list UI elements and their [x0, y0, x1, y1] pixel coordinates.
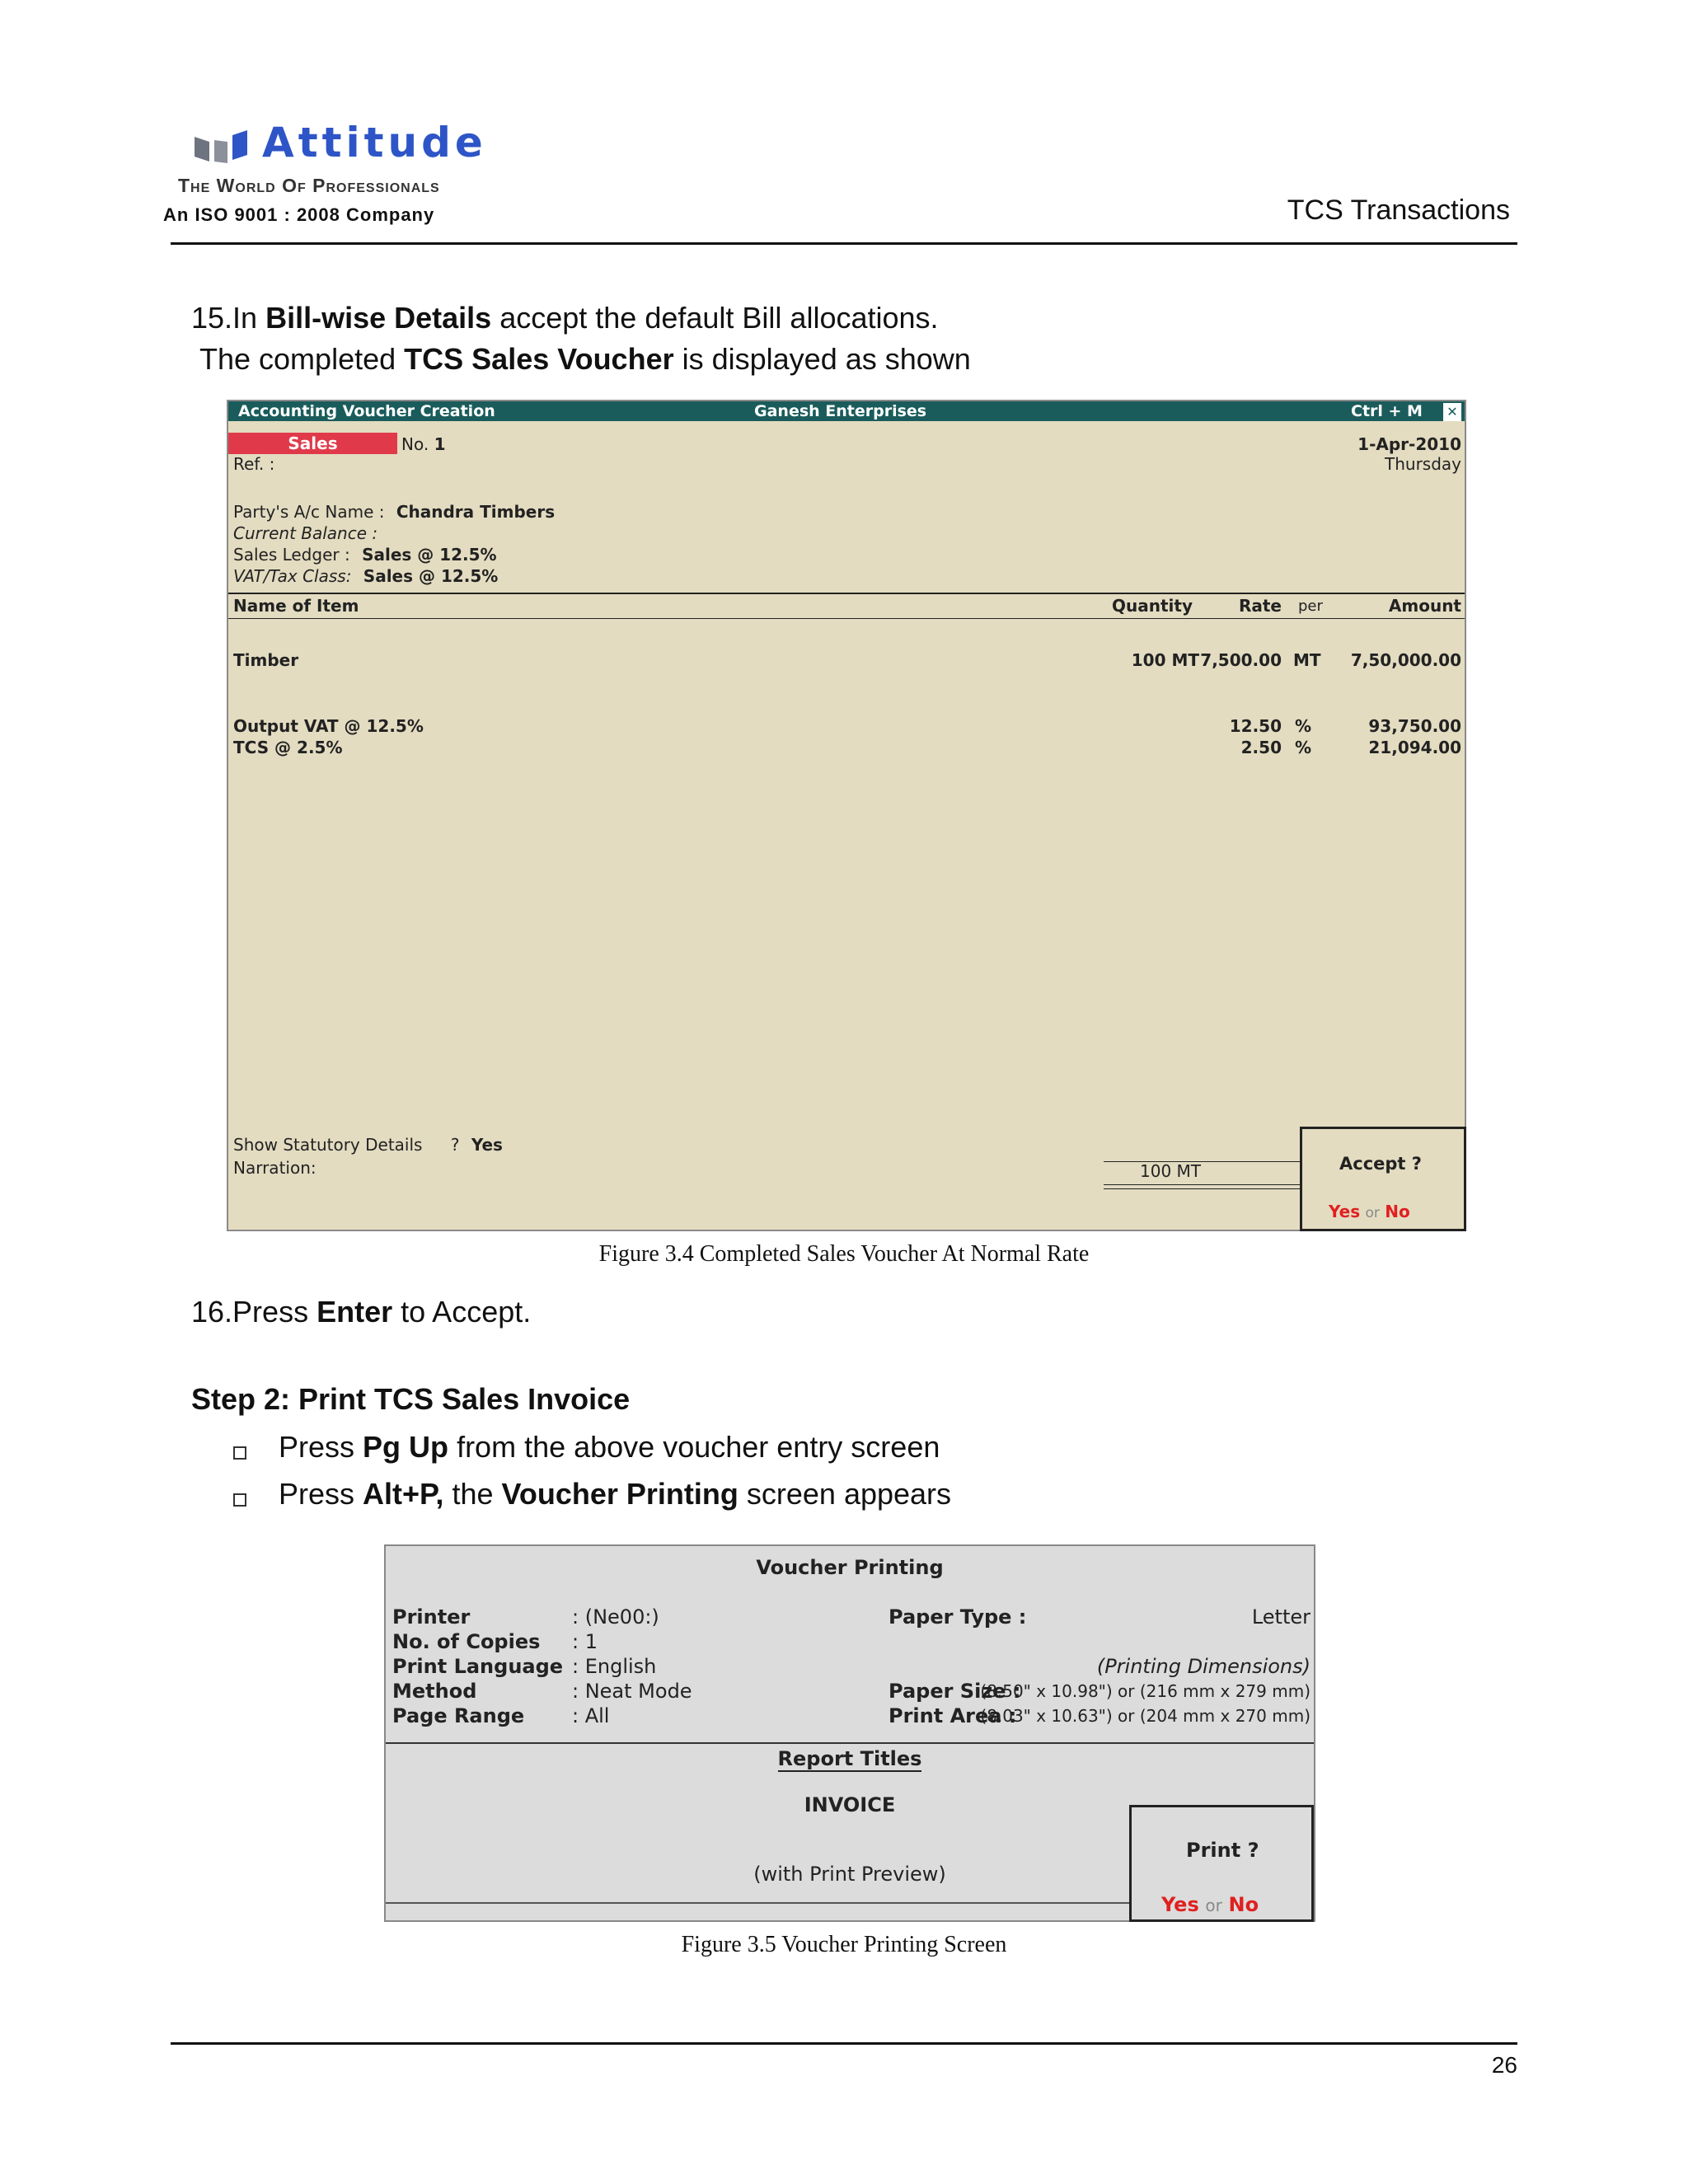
print-area-value: (8.03" x 10.63") or (204 mm x 270 mm)	[980, 1706, 1311, 1726]
printing-rule	[386, 1742, 1314, 1744]
paper-type-label: Paper Type :	[889, 1605, 1027, 1629]
col-qty: Quantity	[1112, 596, 1193, 616]
figure-caption: Figure 3.4 Completed Sales Voucher At Normal Rate	[598, 1241, 1090, 1267]
voucher-titlebar	[228, 401, 1465, 421]
printer-value[interactable]: : (Ne00:)	[572, 1605, 659, 1629]
print-question: Print ?	[1186, 1839, 1259, 1862]
print-yes[interactable]: Yes	[1161, 1893, 1199, 1916]
balance-label: Current Balance :	[233, 523, 378, 543]
step-16-text: to Accept.	[401, 1295, 532, 1329]
dims-label: (Printing Dimensions)	[1096, 1655, 1311, 1678]
completed-post: is displayed as shown	[682, 342, 971, 376]
tax-name: Output VAT @ 12.5%	[233, 716, 424, 736]
voucher-no-label: No.	[401, 434, 429, 454]
report-titles-label: Report Titles	[777, 1747, 922, 1770]
ledger-label: Sales Ledger :	[233, 545, 350, 565]
tax-per: %	[1295, 738, 1312, 757]
col-per: per	[1298, 598, 1323, 615]
close-icon[interactable]: ✕	[1443, 403, 1461, 421]
party-label: Party's A/c Name :	[233, 502, 385, 522]
b2-pre: Press	[279, 1477, 355, 1511]
voucher-date[interactable]: 1-Apr-2010	[1357, 434, 1461, 454]
b1-post: from the above voucher entry screen	[457, 1430, 940, 1464]
voucher-title: Accounting Voucher Creation	[238, 402, 495, 420]
bullet-1	[279, 1429, 940, 1465]
bullet-2	[279, 1476, 951, 1511]
statutory-label: Show Statutory Details	[233, 1135, 423, 1155]
narration-label: Narration:	[233, 1158, 316, 1178]
step2-heading: Step 2: Print TCS Sales Invoice	[191, 1382, 631, 1416]
accept-question: Accept ?	[1339, 1154, 1422, 1174]
total-rule-top	[1104, 1161, 1300, 1162]
paper-type-value[interactable]: Letter	[1251, 1605, 1311, 1629]
step-16-bold: Enter	[316, 1295, 393, 1329]
completed-bold: TCS Sales Voucher	[404, 342, 674, 376]
tax-rate: 12.50	[1229, 716, 1282, 736]
statutory-q: ?	[450, 1135, 460, 1155]
b2-mid: the	[452, 1477, 494, 1511]
preview-note: (with Print Preview)	[753, 1863, 946, 1886]
vat-label: VAT/Tax Class:	[233, 566, 352, 586]
section-title: TCS Transactions	[1287, 194, 1510, 226]
range-label: Page Range	[392, 1704, 525, 1727]
paper-size-value: (8.50" x 10.98") or (216 mm x 279 mm)	[980, 1681, 1311, 1701]
shortcut-label: Ctrl + M	[1351, 402, 1423, 420]
print-options	[1161, 1893, 1259, 1916]
vat-row[interactable]	[233, 566, 498, 586]
header-rule	[171, 242, 1517, 245]
tax-name: TCS @ 2.5%	[233, 738, 343, 757]
b2-bold2: Voucher Printing	[501, 1477, 738, 1511]
logo-wordmark: Attitude	[262, 119, 487, 166]
table-row[interactable]	[228, 738, 1465, 759]
tax-amount: 21,094.00	[1368, 738, 1461, 757]
statutory-row[interactable]	[233, 1135, 503, 1155]
tax-per: %	[1295, 716, 1312, 736]
language-label: Print Language	[392, 1655, 564, 1678]
paper-size-label: Paper Size :	[889, 1680, 1021, 1703]
voucher-printing-screen	[384, 1544, 1315, 1922]
step-15-num: 15.In	[191, 301, 258, 335]
bullet-icon	[233, 1493, 246, 1507]
statutory-value: Yes	[471, 1135, 503, 1155]
bullet-icon	[233, 1446, 246, 1460]
table-row[interactable]	[228, 650, 1465, 672]
tax-amount: 93,750.00	[1368, 716, 1461, 736]
step-16-num: 16.Press	[191, 1295, 309, 1329]
item-rate: 7,500.00	[1200, 650, 1282, 670]
b2-bold: Alt+P,	[363, 1477, 444, 1511]
item-amount: 7,50,000.00	[1350, 650, 1461, 670]
accept-dialog[interactable]	[1300, 1127, 1466, 1231]
b1-pre: Press	[279, 1430, 355, 1464]
invoice-title[interactable]: INVOICE	[804, 1793, 896, 1816]
printer-label: Printer	[392, 1605, 471, 1629]
copies-value[interactable]: : 1	[572, 1630, 598, 1653]
report-titles-heading	[386, 1747, 1314, 1770]
item-name: Timber	[233, 650, 299, 670]
accept-or: or	[1365, 1205, 1380, 1221]
ledger-row[interactable]	[233, 545, 497, 565]
ledger-value: Sales @ 12.5%	[362, 545, 497, 565]
method-label: Method	[392, 1680, 477, 1703]
tax-rate: 2.50	[1240, 738, 1282, 757]
party-row[interactable]	[233, 502, 555, 522]
party-value: Chandra Timbers	[396, 502, 556, 522]
logo-mark-icon	[195, 130, 252, 163]
total-qty: 100 MT	[1140, 1161, 1202, 1181]
b2-post: screen appears	[746, 1477, 952, 1511]
item-per: MT	[1293, 650, 1321, 670]
print-dialog[interactable]	[1129, 1805, 1314, 1922]
method-value[interactable]: : Neat Mode	[572, 1680, 692, 1703]
voucher-number	[401, 434, 445, 454]
copies-label: No. of Copies	[392, 1630, 541, 1653]
print-area-label: Print Area :	[889, 1704, 1017, 1727]
voucher-day: Thursday	[1385, 454, 1461, 474]
table-top-rule	[228, 593, 1465, 594]
accept-no[interactable]: No	[1385, 1202, 1410, 1221]
step-16	[191, 1294, 531, 1329]
b1-bold: Pg Up	[363, 1430, 449, 1464]
accept-options	[1329, 1202, 1410, 1221]
range-value[interactable]: : All	[572, 1704, 610, 1727]
logo-tagline: The World Of Professionals	[178, 175, 440, 196]
print-or: or	[1205, 1896, 1222, 1915]
table-header-rule	[228, 618, 1465, 619]
vat-value: Sales @ 12.5%	[363, 566, 499, 586]
col-rate: Rate	[1238, 596, 1282, 616]
accept-yes[interactable]: Yes	[1329, 1202, 1361, 1221]
voucher-screen	[227, 400, 1466, 1231]
company-name: Ganesh Enterprises	[754, 402, 927, 420]
page-number: 26	[1491, 2052, 1517, 2078]
printing-title: Voucher Printing	[756, 1556, 944, 1579]
col-item: Name of Item	[233, 596, 359, 616]
total-rule-bottom	[1104, 1184, 1300, 1189]
voucher-type-badge[interactable]: Sales	[228, 433, 397, 454]
ref-label: Ref. :	[233, 454, 275, 474]
completed-line	[199, 341, 971, 377]
step-15-text: accept the default Bill allocations.	[499, 301, 939, 335]
item-qty: 100 MT	[1131, 650, 1199, 670]
logo-iso: An ISO 9001 : 2008 Company	[163, 204, 435, 225]
figure-caption: Figure 3.5 Voucher Printing Screen	[681, 1932, 1007, 1957]
table-row[interactable]	[228, 716, 1465, 738]
voucher-no-value: 1	[434, 434, 446, 454]
language-value[interactable]: : English	[572, 1655, 657, 1678]
completed-pre: The completed	[199, 342, 396, 376]
step-15-bold: Bill-wise Details	[265, 301, 492, 335]
step-15	[191, 300, 939, 335]
print-no[interactable]: No	[1228, 1893, 1259, 1916]
footer-rule	[171, 2042, 1517, 2045]
col-amount: Amount	[1388, 596, 1461, 616]
